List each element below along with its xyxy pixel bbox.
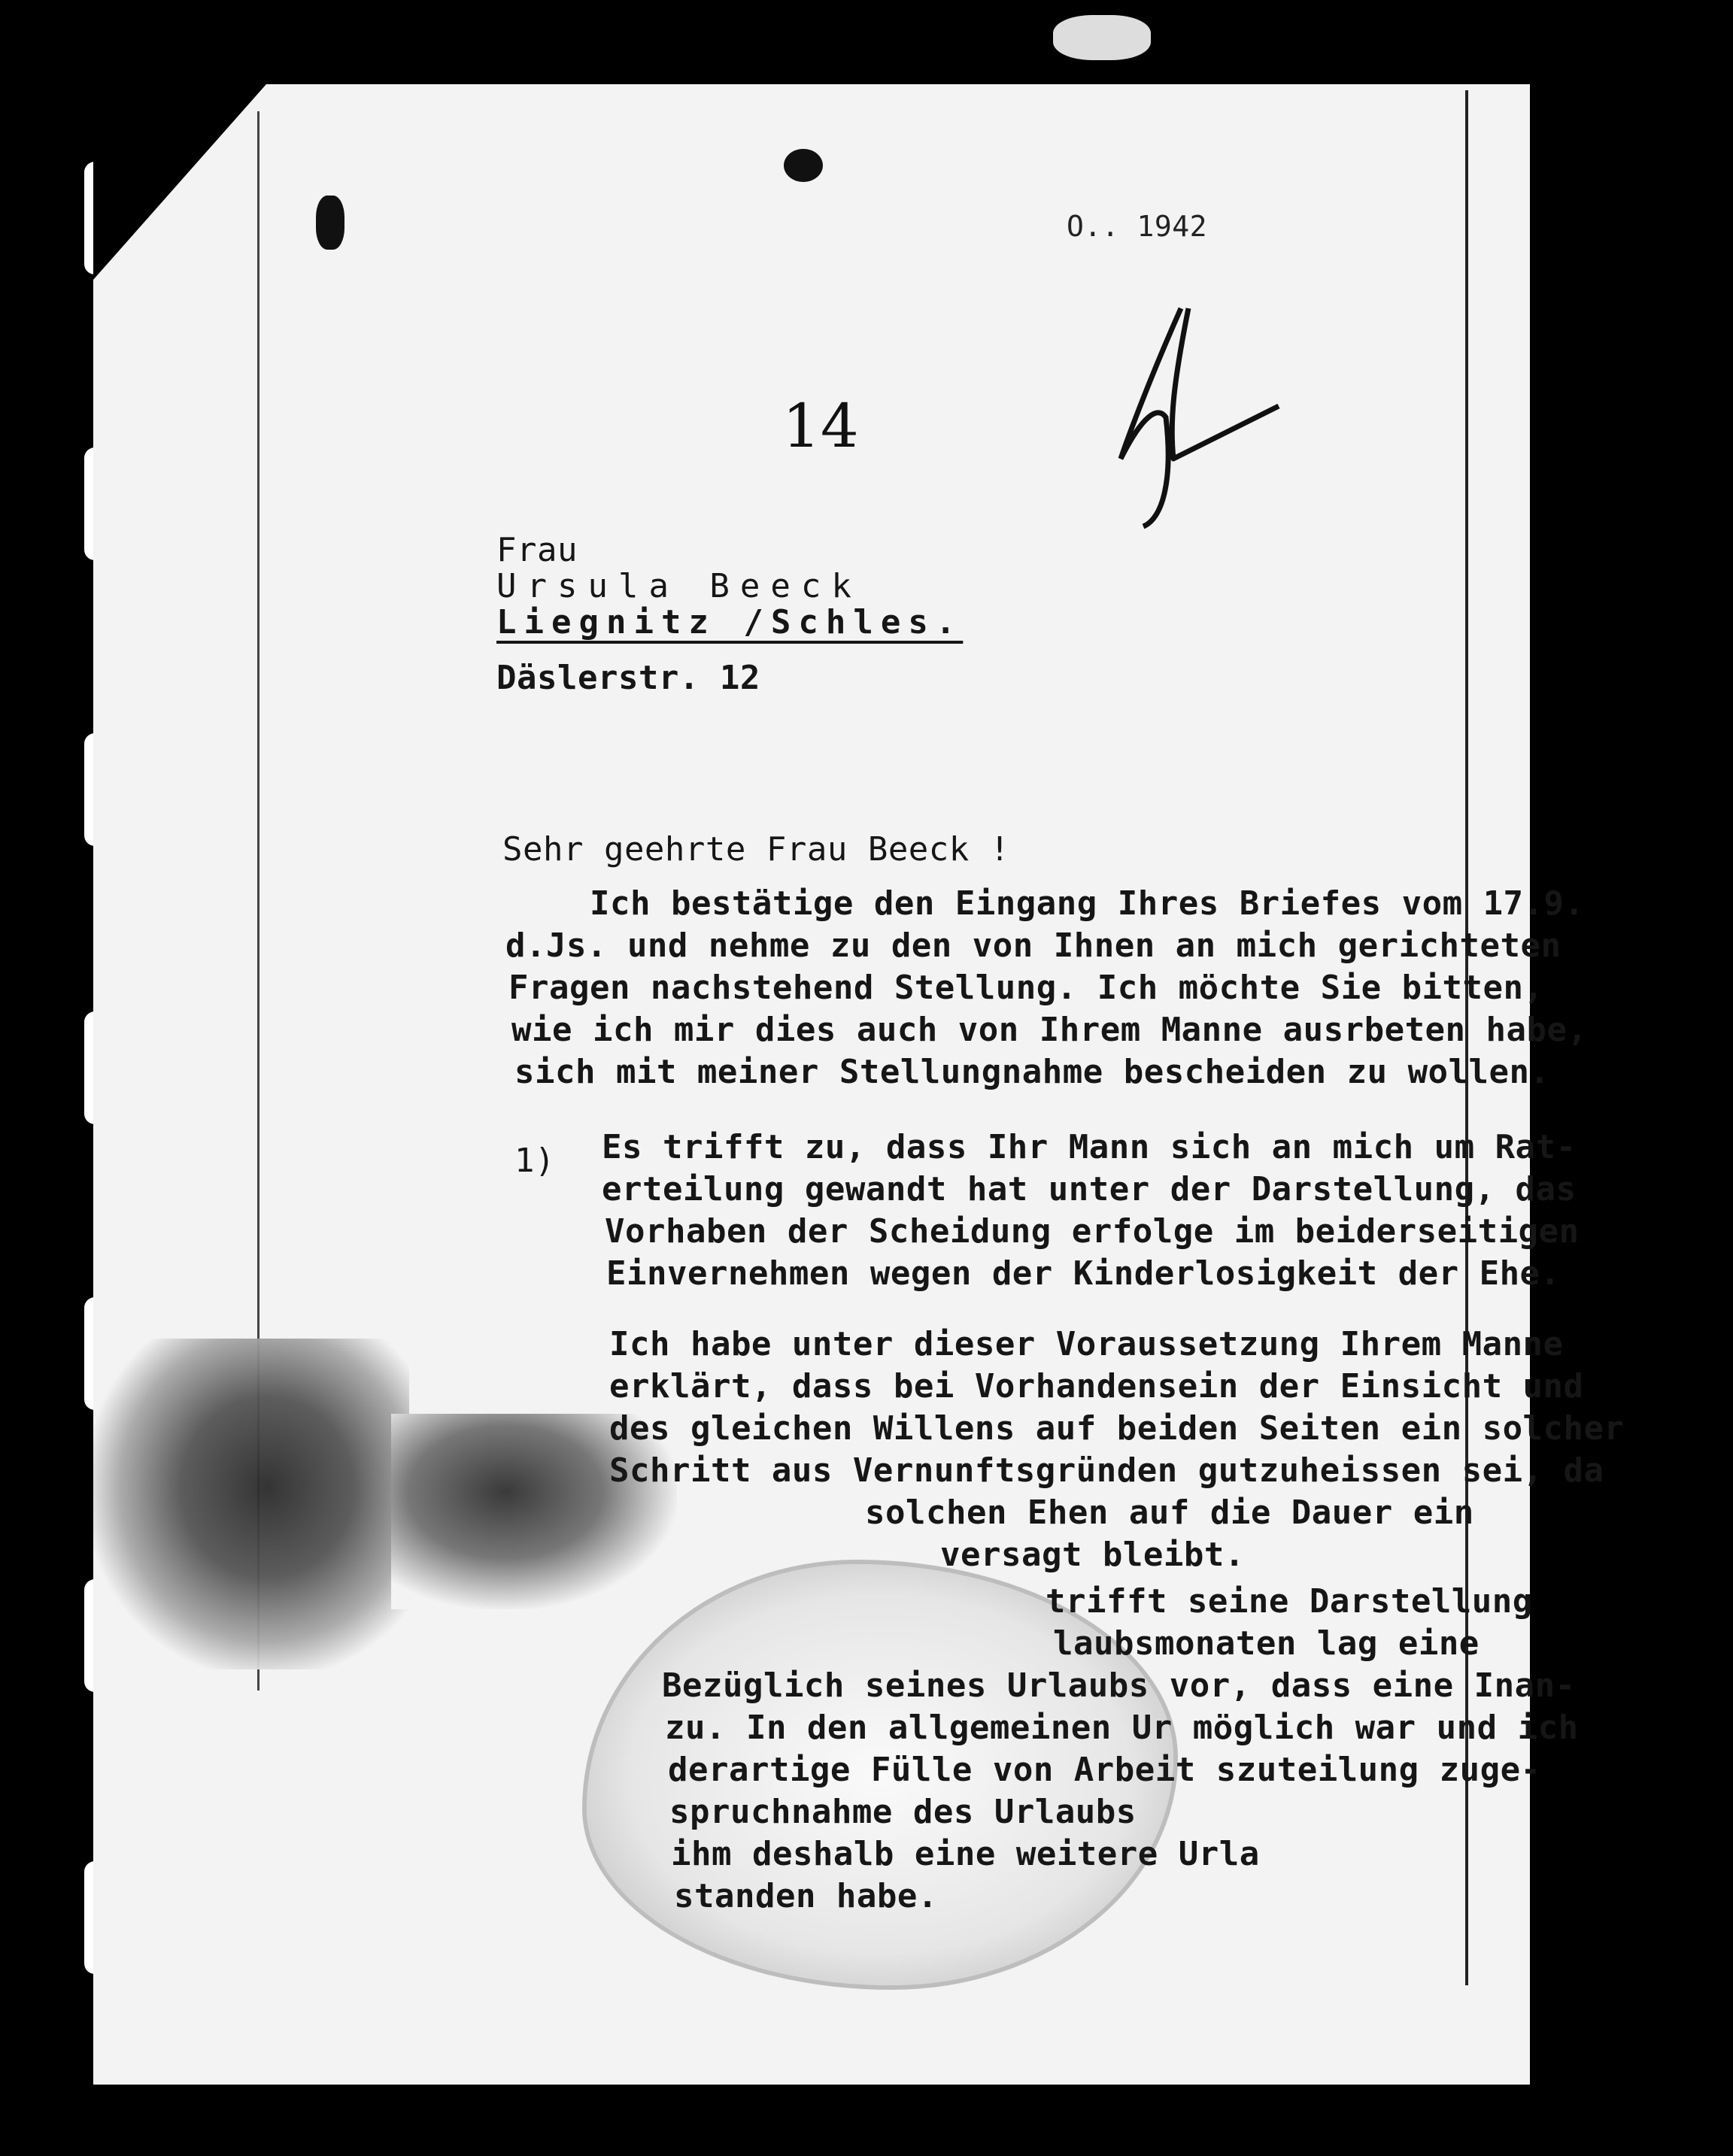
paragraph-line: Ich bestätige den Eingang Ihres Briefes vom 17.9. [590, 884, 1585, 923]
paper-damage [93, 1339, 409, 1669]
recipient-title: Frau [496, 531, 578, 569]
paragraph-line: Vorhaben der Scheidung erfolge im beiderseitigen [605, 1212, 1580, 1251]
recipient-name: Ursula Beeck [496, 567, 862, 605]
paragraph-line: laubsmonaten lag eine [1053, 1624, 1480, 1663]
recipient-street: Däslerstr. 12 [496, 659, 760, 697]
paragraph-line: standen habe. [674, 1877, 938, 1915]
paragraph-line: zu. In den allgemeinen Ur möglich war und ich [665, 1709, 1579, 1747]
paragraph-line: spruchnahme des Urlaubs [669, 1793, 1137, 1831]
handwritten-page-number: 14 [782, 391, 859, 461]
paragraph-line: d.Js. und nehme zu den von Ihnen an mich gerichteten [505, 926, 1562, 965]
ink-smudge [784, 149, 823, 182]
letter-date: O.. 1942 [1067, 210, 1208, 243]
paragraph-line: solchen Ehen auf die Dauer ein [865, 1493, 1474, 1532]
list-number: 1) [514, 1142, 555, 1180]
paragraph-line: Es trifft zu, dass Ihr Mann sich an mich um Rat- [602, 1128, 1577, 1166]
paragraph-line: Bezüglich seines Urlaubs vor, dass eine Inan- [662, 1666, 1576, 1705]
paragraph-line: Fragen nachstehend Stellung. Ich möchte Sie bitten, [508, 969, 1544, 1007]
paragraph-line: versagt bleibt. [940, 1536, 1245, 1574]
paragraph-line: derartige Fülle von Arbeit szuteilung zuge- [668, 1751, 1541, 1789]
paragraph-line: Schritt aus Vernunftsgründen gutzuheissen sei, da [609, 1451, 1604, 1490]
paragraph-line: Einvernehmen wegen der Kinderlosigkeit der Ehe. [606, 1254, 1561, 1293]
paragraph-line: sich mit meiner Stellungnahme bescheiden zu wollen. [514, 1053, 1550, 1091]
recipient-city: Liegnitz /Schles. [496, 603, 964, 641]
paragraph-line: des gleichen Willens auf beiden Seiten ein solcher [609, 1409, 1625, 1448]
ink-smudge [316, 196, 344, 250]
page-corner-fold [93, 84, 266, 280]
paragraph-line: trifft seine Darstellung [1046, 1582, 1533, 1621]
torn-fragment [1053, 15, 1151, 60]
paragraph-line: erteilung gewandt hat unter der Darstellung, das [602, 1170, 1577, 1208]
paragraph-line: erklärt, dass bei Vorhandensein der Einsicht und [609, 1367, 1584, 1405]
paragraph-line: Ich habe unter dieser Voraussetzung Ihrem Manne [609, 1325, 1564, 1363]
paragraph-line: wie ich mir dies auch von Ihrem Manne ausrbeten habe, [511, 1011, 1588, 1049]
handwritten-signature [1098, 286, 1294, 534]
letter-greeting: Sehr geehrte Frau Beeck ! [502, 830, 1010, 869]
paragraph-line: ihm deshalb eine weitere Urla [671, 1835, 1260, 1873]
